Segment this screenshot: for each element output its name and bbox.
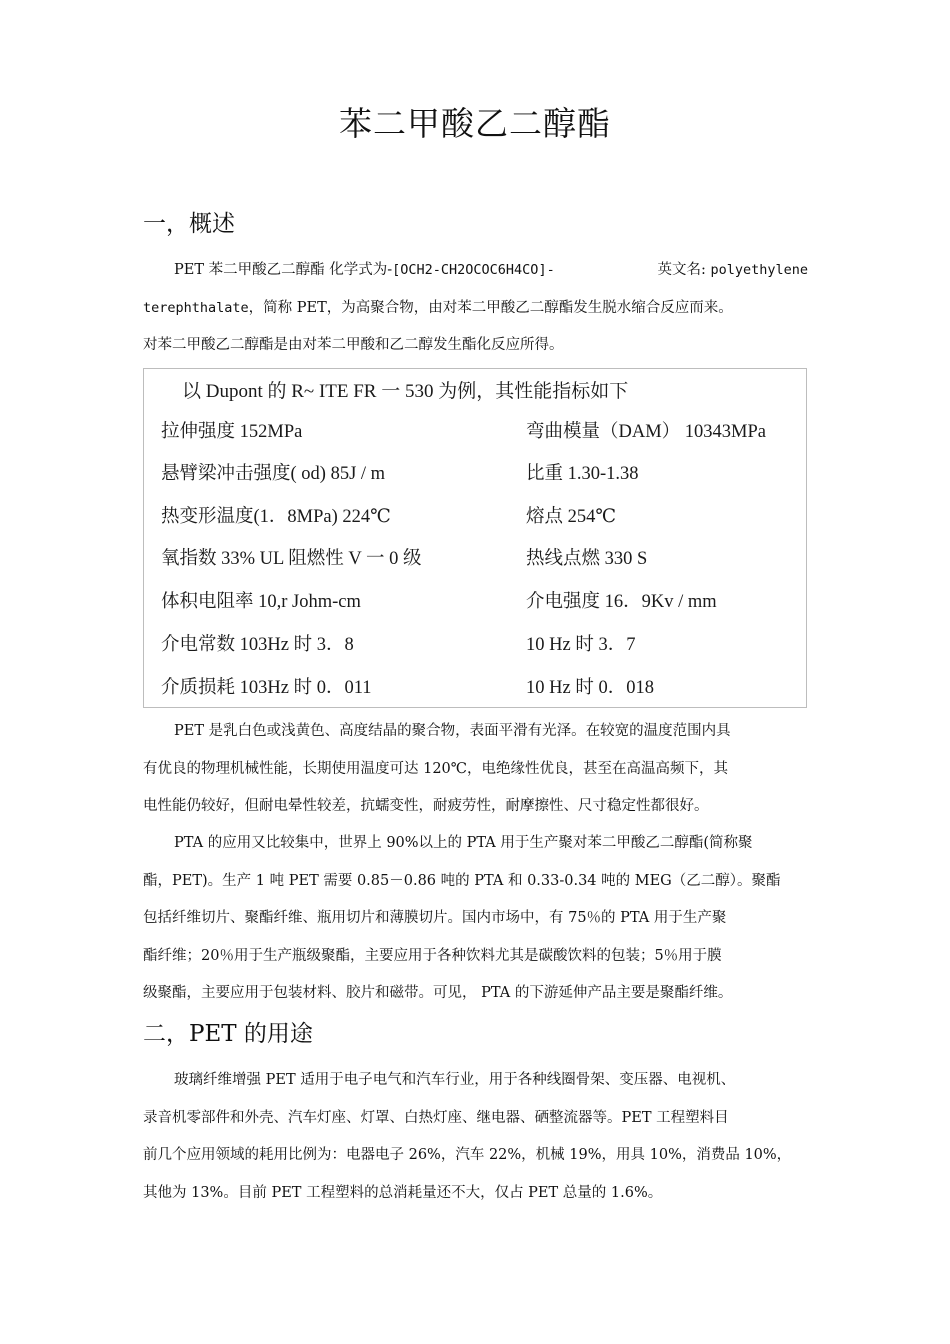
figure-row [144, 417, 806, 447]
chemical-formula: [OCH2-CH2OCOC6H4CO]- [392, 262, 555, 278]
paragraph-line: 有优良的物理机械性能，长期使用温度可达 120℃，电绝缘性优良，甚至在高温高频下，其 [143, 760, 729, 777]
intro-text-a: PET 苯二甲酸乙二醇酯 化学式为- [174, 262, 393, 278]
paragraph-line: 录音机零部件和外壳、汽车灯座、灯罩、白热灯座、继电器、硒整流器等。PET 工程塑料目 [143, 1109, 729, 1126]
intro-text-b: ，简称 PET，为高聚合物，由对苯二甲酸乙二醇酯发生脱水缩合反应而来。 [248, 299, 733, 316]
figure-row [144, 459, 806, 489]
paragraph-line: 酯纤维；20％用于生产瓶级聚酯，主要应用于各种饮料尤其是碳酸饮料的包装；5％用于膜 [143, 947, 722, 964]
figure-row [144, 544, 806, 574]
english-name-part2: terephthalate [143, 299, 249, 316]
figure-row [144, 587, 806, 617]
paragraph-line: PET 是乳白色或浅黄色、高度结晶的聚合物，表面平滑有光泽。在较宽的温度范围内具 [174, 723, 731, 739]
figure-row [144, 502, 806, 532]
property-left: 热变形温度(1．8MPa) 224℃ [161, 507, 391, 527]
paragraph-line: 级聚酯，主要应用于包装材料、胶片和磁带。可见， PTA 的下游延伸产品主要是聚酯纤维。 [143, 985, 733, 1001]
intro-line-3: 对苯二甲酸乙二醇酯是由对苯二甲酸和乙二醇发生酯化反应所得。 [143, 337, 564, 353]
paragraph-line: PTA 的应用又比较集中，世界上 90%以上的 PTA 用于生产聚对苯二甲酸乙二醇酯(简称聚 [174, 835, 753, 851]
figure-row [144, 630, 806, 660]
uses-paragraph [143, 1062, 808, 1212]
property-right: 介电强度 16．9Kv / mm [526, 592, 717, 612]
property-right: 热线点燃 330 S [526, 549, 648, 569]
property-right: 弯曲模量（DAM） 10343MPa [526, 422, 766, 442]
section-heading-overview: 一，概述 [143, 211, 235, 237]
intro-line-1-text [174, 252, 555, 290]
intro-line-1 [143, 252, 808, 290]
property-right: 10 Hz 时 3．7 [526, 635, 636, 655]
property-left: 体积电阻率 10,r Johm-cm [161, 592, 361, 612]
property-left: 拉伸强度 152MPa [161, 422, 303, 442]
intro-english-name [657, 252, 808, 290]
pta-paragraph [143, 825, 808, 1013]
paragraph-line: 酯，PET)。生产 1 吨 PET 需要 0.85－0.86 吨的 PTA 和 0.33-0.34 吨的 MEG（乙二醇）。聚酯 [143, 872, 781, 889]
english-name-label: 英文名: [657, 262, 706, 278]
section-heading-uses: 二，PET 的用途 [143, 1021, 313, 1047]
paragraph-line: 包括纤维切片、聚酯纤维、瓶用切片和薄膜切片。国内市场中，有 75％的 PTA 用于生产聚 [143, 910, 727, 926]
intro-paragraph [143, 252, 808, 365]
paragraph-line: 其他为 13%。目前 PET 工程塑料的总消耗量还不大，仅占 PET 总量的 1.6%。 [143, 1184, 663, 1201]
property-left: 悬臂梁冲击强度( od) 85J / m [161, 464, 386, 484]
document-title: 苯二甲酸乙二醇酯 [339, 104, 611, 143]
properties-paragraph [143, 713, 808, 826]
paragraph-line: 玻璃纤维增强 PET 适用于电子电气和汽车行业，用于各种线圈骨架、变压器、电视机、 [174, 1072, 736, 1088]
intro-line-2 [143, 290, 808, 328]
paragraph-line: 电性能仍较好，但耐电晕性较差，抗蠕变性，耐疲劳性，耐摩擦性、尺寸稳定性都很好。 [143, 798, 709, 814]
property-right: 10 Hz 时 0．018 [526, 678, 654, 698]
properties-figure [143, 368, 807, 708]
figure-row [144, 673, 806, 703]
figure-caption: 以 Dupont 的 R~ ITE FR 一 530 为例，其性能指标如下 [182, 381, 629, 402]
english-name-part1: polyethylene [710, 262, 808, 278]
property-right: 熔点 254℃ [526, 507, 617, 527]
property-right: 比重 1.30-1.38 [526, 464, 639, 484]
paragraph-line: 前几个应用领域的耗用比例为：电器电子 26%，汽车 22%，机械 19%，用具 10%，消费品 10%， [143, 1147, 792, 1163]
property-left: 介电常数 103Hz 时 3．8 [161, 635, 354, 655]
property-left: 介质损耗 103Hz 时 0．011 [161, 678, 372, 698]
property-left: 氧指数 33% UL 阻燃性 V 一 0 级 [161, 549, 422, 569]
